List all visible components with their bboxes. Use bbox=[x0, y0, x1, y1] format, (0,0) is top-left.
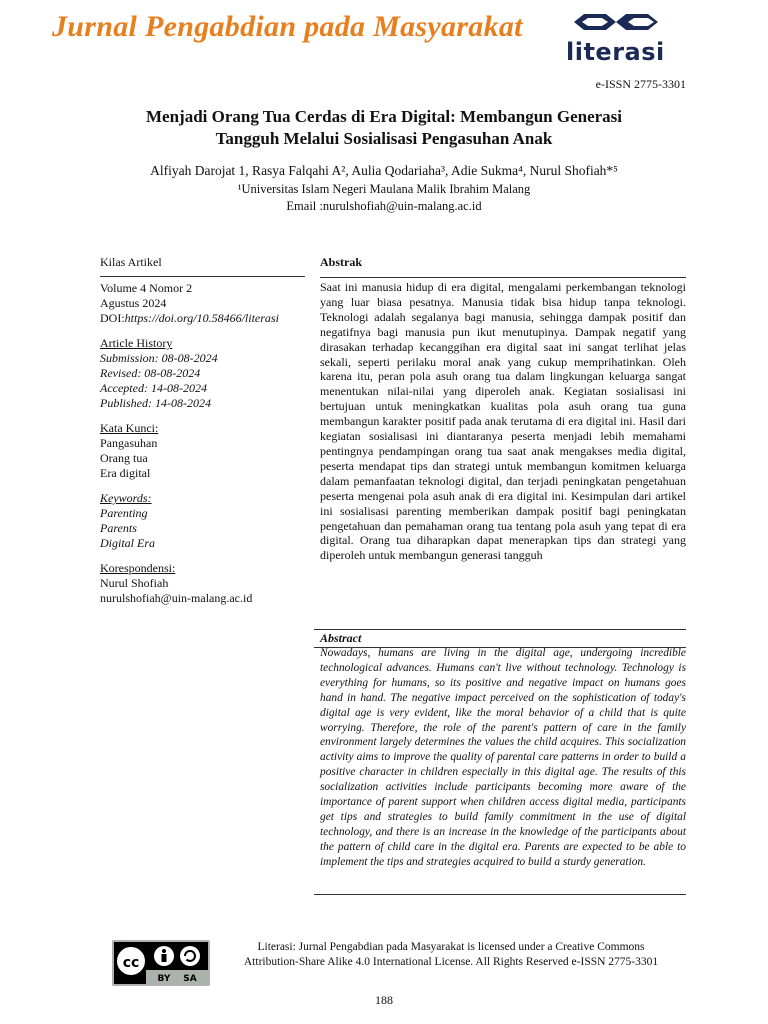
publication-date: Agustus 2024 bbox=[100, 296, 167, 310]
keyword-item: Parenting bbox=[100, 506, 148, 520]
article-info-sidebar bbox=[100, 255, 305, 606]
badge-label-by: BY bbox=[157, 974, 171, 984]
kata-kunci-heading: Kata Kunci: bbox=[100, 421, 159, 435]
article-title-line-1: Menjadi Orang Tua Cerdas di Era Digital: Membangun Generasi bbox=[145, 107, 623, 126]
abstrak-body: Saat ini manusia hidup di era digital, mengalami perkembangan teknologi yang luar biasa pesatnya. Manusia tidak bisa hidup tanpa teknologi. Teknologi adalah segalanya bagi manusia, sehingga dampak positif dan negatifnya bagi manusia pun ikut menutupinya. Dampak negatif yang dirasakan terhadap kecanggihan era digital saat ini sangat terlihat jelas sekali, seperti perilaku moral anak yang cukup memprihatinkan. Oleh karena itu, peran pola asuh orang tua dalam lingkungan keluarga sangat menentukan nilai-nilai yang diperoleh anak. Kegiatan sosialisasi ini bertujuan untuk meningkatkan kualitas pola asuh orang tua guna membangun karakter positif pada anak terutama di era digital ini. Hasil dari kegiatan sosialisasi ini diantaranya peserta menjadi lebih memahami pentingnya pendampingan orang tua saat anak mengakses media digital, peserta mendapat tips dan strategi untuk membangun komitmen keluarga dalam pemanfaatan teknologi digital, dan terjadi peningkatan pengetahuan peserta mengenai pola asuh anak di era digital ini. Kesimpulan dari artikel ini sosialisasi parenting memberikan dampak positif bagi peningkatan pengetahuan dan pemahaman orang tua tentang pola asuh yang tepat di era digital. Orang tua diharapkan dapat menerapkan tips dan strategi yang diperoleh untuk membangun generasi tangguh bbox=[320, 280, 686, 563]
svg-text:cc: cc bbox=[122, 955, 140, 971]
published-date: Published: 14-08-2024 bbox=[100, 396, 211, 410]
keywords-heading: Keywords: bbox=[100, 491, 152, 505]
kata-kunci-item: Orang tua bbox=[100, 451, 148, 465]
doi-label: DOI: bbox=[100, 311, 125, 325]
doi-line bbox=[100, 311, 305, 326]
license-statement bbox=[216, 940, 686, 970]
abstrak-heading: Abstrak bbox=[320, 255, 686, 278]
doi-link[interactable]: https://doi.org/10.58466/literasi bbox=[124, 311, 279, 325]
badge-label-sa: SA bbox=[183, 974, 197, 984]
logo-text: literasi bbox=[566, 38, 665, 66]
article-title bbox=[60, 106, 708, 150]
abstract-bottom-rule bbox=[314, 894, 686, 895]
page-number: 188 bbox=[375, 993, 393, 1007]
accepted-date: Accepted: 14-08-2024 bbox=[100, 381, 207, 395]
journal-title: Jurnal Pengabdian pada Masyarakat bbox=[52, 10, 523, 43]
kata-kunci-item: Pangasuhan bbox=[100, 436, 158, 450]
kata-kunci-item: Era digital bbox=[100, 466, 151, 480]
keyword-item: Digital Era bbox=[100, 536, 156, 550]
article-title-line-2: Tangguh Melalui Sosialisasi Pengasuhan Anak bbox=[215, 129, 553, 148]
correspondence-email: nurulshofiah@uin-malang.ac.id bbox=[100, 591, 253, 605]
korespondensi-heading: Korespondensi: bbox=[100, 561, 176, 575]
license-line-1: Literasi: Jurnal Pengabdian pada Masyarakat is licensed under a Creative Commons bbox=[257, 941, 645, 953]
contact-email: Email :nurulshofiah@uin-malang.ac.id bbox=[286, 199, 482, 213]
correspondence-name: Nurul Shofiah bbox=[100, 576, 169, 590]
cc-by-sa-badge-icon bbox=[112, 940, 210, 986]
keyword-item: Parents bbox=[100, 521, 137, 535]
author-list: Alfiyah Darojat 1, Rasya Falqahi A², Aulia Qodariaha³, Adie Sukma⁴, Nurul Shofiah*⁵ bbox=[150, 163, 618, 178]
revised-date: Revised: 08-08-2024 bbox=[100, 366, 201, 380]
article-history-heading: Article History bbox=[100, 336, 173, 350]
abstract-body: Nowadays, humans are living in the digital age, undergoing incredible technological advances. Humans can't live without technology. Technology is everything for humans, so its positive and negative impact on humans goes hand in hand. The negative impact perceived on the sophistication of today's digital age is very evident, like the moral behavior of a child that is quite worrying. Therefore, the role of the parent's pattern of care in the family environment largely determines the values the child acquires. This socialization activity aims to improve the quality of parental care patterns in order to build a positive character in children especially in this digital age. The results of this socialization activities include participants becoming more aware of the importance of parent support when children access digital media, participants get tips and strategies to build family commitment in the use of digital technology, and there is an increase in the knowledge of the participants about the pattern of child care in the digital era. Parents are expected to be able to implement the tips and strategies acquired to build a sturdy generation. bbox=[320, 647, 686, 868]
volume-issue: Volume 4 Nomor 2 bbox=[100, 281, 193, 295]
submission-date: Submission: 08-08-2024 bbox=[100, 351, 218, 365]
license-line-2: Attribution-Share Alike 4.0 International License. All Rights Reserved e-ISSN 2775-3301 bbox=[243, 956, 659, 968]
affiliation: ¹Universitas Islam Negeri Maulana Malik Ibrahim Malang bbox=[237, 182, 531, 196]
kilas-artikel-heading: Kilas Artikel bbox=[100, 255, 305, 277]
issn-header: e-ISSN 2775-3301 bbox=[595, 77, 686, 91]
abstract-heading: Abstract bbox=[314, 629, 686, 648]
